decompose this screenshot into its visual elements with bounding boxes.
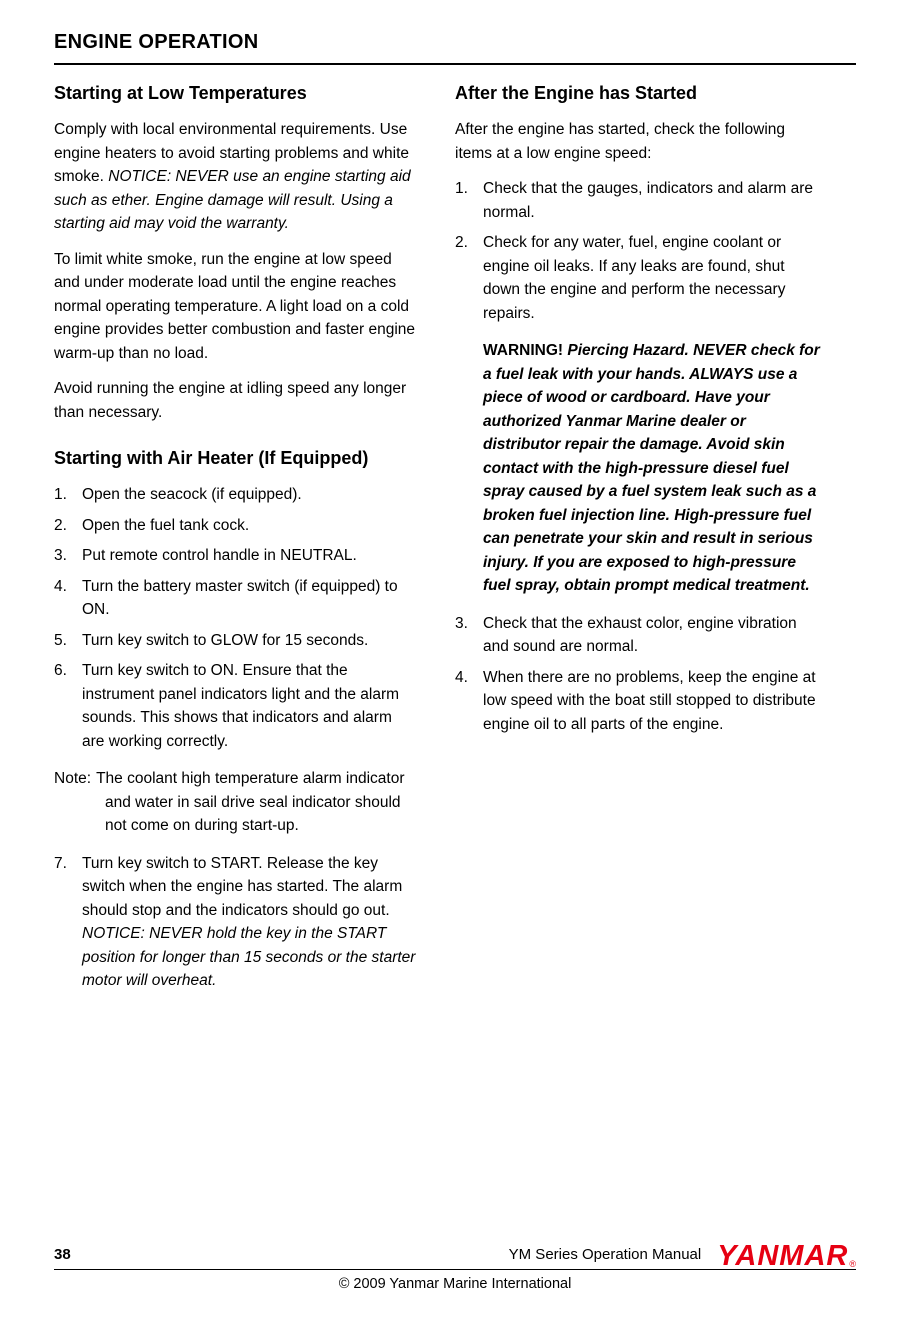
paragraph-environmental: Comply with local environmental requirements. Use engine heaters to avoid starting problems and white smoke. NOTICE: NEVER use an engine starting aid such as ether. Engine damage will result. Using a starting aid may void the warranty. — [54, 121, 411, 232]
note-text: The coolant high temperature alarm indicator and water in sail drive seal indicator should not come on during start-up. — [96, 770, 405, 834]
step-number: 1. — [54, 486, 67, 503]
yanmar-logo-text: YANMAR — [717, 1240, 849, 1272]
page-footer — [54, 1240, 856, 1292]
step-item-1 — [54, 483, 417, 507]
yanmar-logo — [717, 1240, 856, 1272]
step-item-6 — [54, 659, 417, 753]
note-label: Note: — [54, 770, 92, 787]
chapter-title: ENGINE OPERATION — [54, 31, 259, 53]
step-text: Turn key switch to GLOW for 15 seconds. — [82, 631, 369, 649]
footer-row — [54, 1240, 856, 1272]
step-text: Open the fuel tank cock. — [82, 516, 250, 534]
step-number: 2. — [54, 516, 67, 534]
check-item-1 — [455, 177, 823, 224]
step-number: 2. — [455, 234, 468, 251]
left-column — [54, 81, 417, 1000]
step-number: 3. — [54, 547, 67, 564]
check-item-4 — [455, 666, 823, 737]
step-text: Open the seacock (if equipped). — [82, 486, 302, 503]
step-text: Turn key switch to START. Release the key switch when the engine has started. The alarm should stop and the indicators should go out. NOTICE: NEVER hold the key in the START position for longer than 15 seconds or the starter motor will overheat. — [82, 854, 416, 989]
section-heading-air-heater: Starting with Air Heater (If Equipped) — [54, 448, 369, 468]
section-heading-low-temperatures: Starting at Low Temperatures — [54, 83, 307, 103]
step-item-3 — [54, 544, 417, 568]
registered-trademark-icon: ® — [849, 1259, 856, 1269]
paragraph-white-smoke: To limit white smoke, run the engine at low speed and under moderate load until the engine reaches normal operating temperature. A light load on a cold engine provides better combustion and faster engine warm-up than no load. — [54, 250, 416, 362]
step-number: 7. — [54, 854, 67, 872]
page-header — [54, 31, 856, 65]
step-text: Check for any water, fuel, engine coolant or engine oil leaks. If any leaks are found, shut down the engine and perform the necessary repairs. — [483, 234, 786, 322]
step-number: 3. — [455, 614, 468, 632]
step-item-5 — [54, 629, 417, 653]
note-block — [54, 767, 417, 838]
step-number: 6. — [54, 662, 67, 679]
manual-title: YM Series Operation Manual — [508, 1246, 702, 1263]
step-number: 4. — [54, 577, 67, 595]
warning-block: WARNING! Piercing Hazard. NEVER check for a fuel leak with your hands. ALWAYS use a piece of wood or cardboard. Have your authorized Yanmar Marine dealer or distributor repair the damage. Avoid skin contact with the high-pressure diesel fuel spray caused by a fuel system leak such as a broken fuel injection line. High-pressure fuel can penetrate your skin and result in serious injury. If you are exposed to high-pressure fuel spray, obtain prompt medical treatment. — [483, 342, 820, 594]
step-text: Turn key switch to ON. Ensure that the instrument panel indicators light and the alarm sounds. This shows that indicators and alarm are working correctly. — [82, 662, 400, 750]
content-columns — [54, 81, 856, 1000]
section-heading-after-started: After the Engine has Started — [455, 83, 698, 103]
step-text: Turn the battery master switch (if equipped) to ON. — [82, 577, 398, 618]
step-text: When there are no problems, keep the engine at low speed with the boat still stopped to distribute engine oil to all parts of the engine. — [483, 668, 816, 733]
page-number: 38 — [54, 1246, 71, 1263]
step-text: Check that the exhaust color, engine vibration and sound are normal. — [483, 614, 797, 655]
step-text: Check that the gauges, indicators and alarm are normal. — [483, 180, 813, 221]
step-number: 5. — [54, 631, 67, 649]
check-item-2 — [455, 231, 823, 325]
paragraph-intro: After the engine has started, check the following items at a low engine speed: — [455, 121, 786, 162]
header-rule — [54, 63, 856, 65]
step-number: 4. — [455, 668, 468, 686]
copyright-line: © 2009 Yanmar Marine International — [338, 1276, 572, 1292]
step-item-4 — [54, 575, 417, 622]
right-column — [455, 81, 823, 1000]
step-text: Put remote control handle in NEUTRAL. — [82, 547, 357, 564]
paragraph-idling: Avoid running the engine at idling speed any longer than necessary. — [54, 380, 407, 421]
check-item-3 — [455, 612, 823, 659]
step-item-7 — [54, 852, 417, 993]
step-number: 1. — [455, 180, 468, 197]
step-item-2 — [54, 514, 417, 538]
